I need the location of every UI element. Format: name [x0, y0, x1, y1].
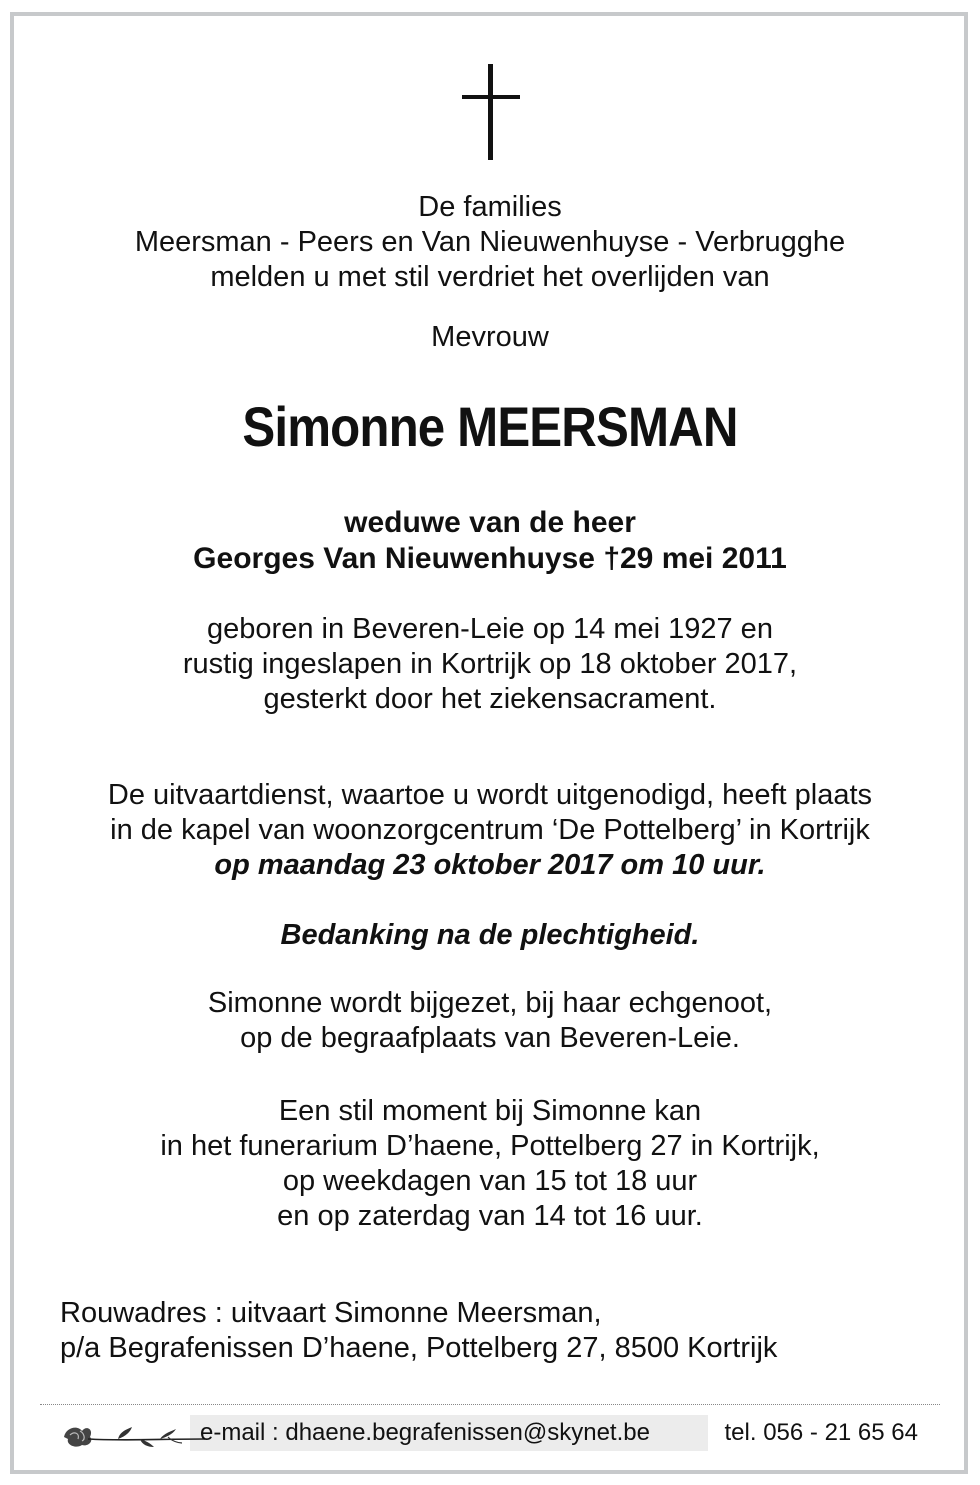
phone-contact: tel. 056 - 21 65 64 [724, 1419, 918, 1446]
cross-icon [462, 64, 520, 160]
intro-line-3: melden u met stil verdriet het overlijden van [210, 261, 770, 293]
born-line-1: geboren in Beveren-Leie op 14 mei 1927 en [207, 613, 773, 645]
thanks-text: Bedanking na de plechtigheid. [280, 919, 700, 951]
born-line-3: gesterkt door het ziekensacrament. [263, 683, 717, 715]
email-contact: e-mail : dhaene.begrafenissen@skynet.be [200, 1419, 650, 1446]
widow-line-2: Georges Van Nieuwenhuyse †29 mei 2011 [193, 542, 787, 575]
intro-line-1: De families [418, 191, 562, 223]
visit-line-4: en op zaterdag van 14 tot 16 uur. [277, 1200, 703, 1232]
honorific-text: Mevrouw [431, 321, 549, 353]
burial-info [40, 986, 940, 1056]
announcement-intro [40, 190, 940, 295]
rose-icon [60, 1415, 220, 1451]
born-line-2: rustig ingeslapen in Kortrijk op 18 oktober 2017, [182, 648, 798, 680]
service-line-2: in de kapel van woonzorgcentrum ‘De Pottelberg’ in Kortrijk [110, 814, 870, 846]
funeral-home-footer [40, 1415, 940, 1451]
visit-line-2: in het funerarium D’haene, Pottelberg 27 in Kortrijk, [160, 1130, 820, 1162]
intro-line-2: Meersman - Peers en Van Nieuwenhuyse - Verbrugghe [134, 226, 846, 258]
thanks-note [40, 918, 940, 953]
address-line-2: p/a Begrafenissen D’haene, Pottelberg 27, 8500 Kortrijk [60, 1332, 778, 1364]
service-date: op maandag 23 oktober 2017 om 10 uur. [214, 849, 766, 881]
visit-line-3: op weekdagen van 15 tot 18 uur [282, 1165, 698, 1197]
honorific [40, 320, 940, 355]
deceased-name: Simonne MEERSMAN [242, 395, 738, 458]
visit-line-1: Een stil moment bij Simonne kan [278, 1095, 702, 1127]
visitation-info [40, 1094, 940, 1234]
funeral-service [40, 778, 940, 883]
birth-death-info [40, 612, 940, 717]
footer-divider [40, 1404, 940, 1405]
burial-line-1: Simonne wordt bijgezet, bij haar echgenoot, [207, 987, 773, 1019]
burial-line-2: op de begraafplaats van Beveren-Leie. [240, 1022, 740, 1054]
address-line-1: Rouwadres : uitvaart Simonne Meersman, [60, 1297, 602, 1329]
widow-line-1: weduwe van de heer [344, 506, 636, 539]
service-line-1: De uitvaartdienst, waartoe u wordt uitgenodigd, heeft plaats [107, 779, 873, 811]
widow-info [40, 505, 940, 577]
condolence-address [60, 1296, 777, 1366]
